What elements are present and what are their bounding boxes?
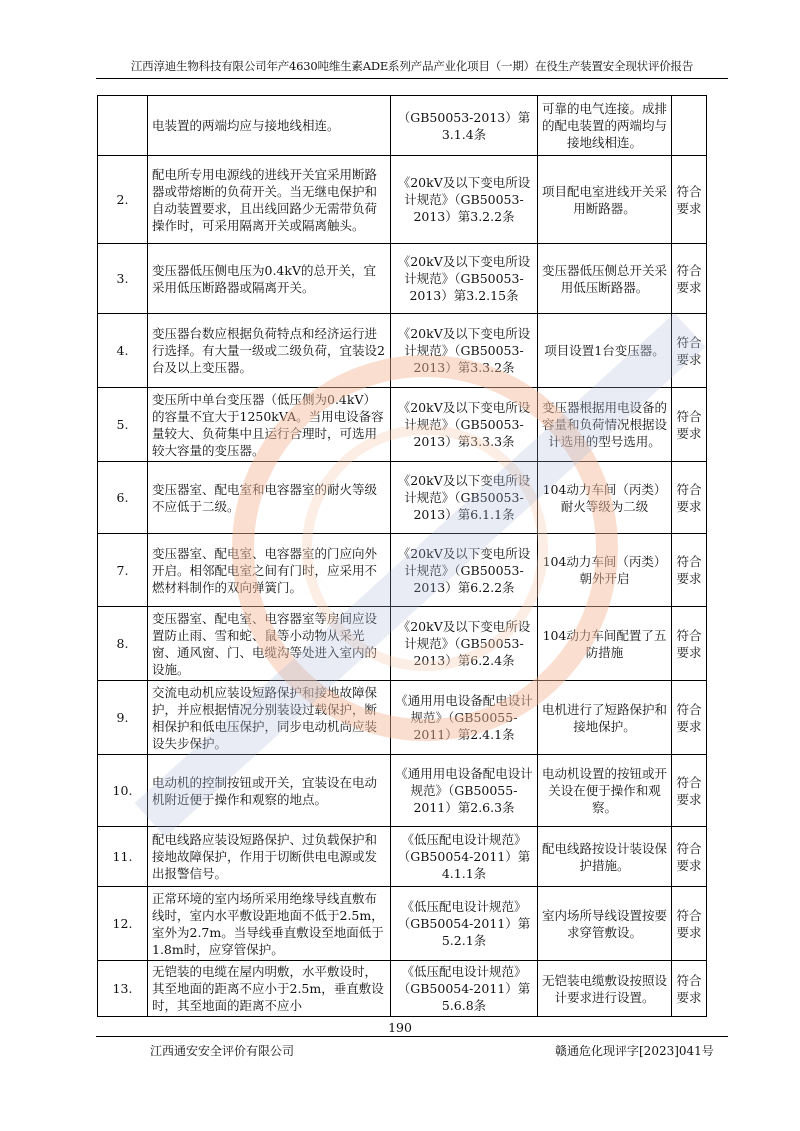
fact-cell: 电动机设置的按钮或开关设在便于操作和观察。	[538, 755, 672, 827]
fact-cell: 室内场所导线设置按要求穿管敷设。	[538, 887, 672, 961]
requirement-cell: 正常环境的室内场所采用绝缘导线直敷布线时，室内水平敷设距地面不低于2.5m，室外为2.7m。当导线垂直敷设至地面低于1.8m时，应穿管保护。	[148, 887, 391, 961]
footer-company: 江西通安安全评价有限公司	[150, 1044, 295, 1058]
fact-cell: 104动力车间（丙类）朝外开启	[538, 534, 672, 607]
table-row	[98, 244, 707, 314]
standard-cell: 《20kV及以下变电所设计规范》（GB50053-2013）第6.1.1条	[391, 462, 538, 534]
standard-cell: 《20kV及以下变电所设计规范》（GB50053-2013）第6.2.4条	[391, 607, 538, 681]
row-number: 11.	[98, 827, 148, 887]
standard-cell: 《20kV及以下变电所设计规范》（GB50053-2013）第3.2.2条	[391, 156, 538, 244]
table-row	[98, 961, 707, 1017]
standard-cell: 《通用用电设备配电设计规范》（GB50055-2011）第2.4.1条	[391, 681, 538, 755]
row-number: 9.	[98, 681, 148, 755]
footer-rule	[96, 1036, 728, 1037]
result-cell: 符合要求	[672, 755, 707, 827]
standard-cell: 《20kV及以下变电所设计规范》（GB50053-2013）第3.3.3条	[391, 388, 538, 462]
table-row	[98, 607, 707, 681]
result-cell: 符合要求	[672, 314, 707, 388]
requirement-cell: 变压器低压侧电压为0.4kV的总开关，宜采用低压断路器或隔离开关。	[148, 244, 391, 314]
standard-cell: 《20kV及以下变电所设计规范》（GB50053-2013）第6.2.2条	[391, 534, 538, 607]
row-number: 12.	[98, 887, 148, 961]
requirement-cell: 变压器台数应根据负荷特点和经济运行进行选择。有大量一级或二级负荷，宜装设2台及以上变压器。	[148, 314, 391, 388]
row-number: 4.	[98, 314, 148, 388]
fact-cell: 无铠装电缆敷设按照设计要求进行设置。	[538, 961, 672, 1017]
table-row	[98, 887, 707, 961]
fact-cell: 104动力车间配置了五防措施	[538, 607, 672, 681]
table-body	[98, 96, 707, 1017]
table-row	[98, 755, 707, 827]
requirement-cell: 配电所专用电源线的进线开关宜采用断路器或带熔断的负荷开关。当无继电保护和自动装置要求，且出线回路少无需带负荷操作时，可采用隔离开关或隔离触头。	[148, 156, 391, 244]
header-rule	[96, 78, 728, 79]
requirement-cell: 变压所中单台变压器（低压侧为0.4kV）的容量不宜大于1250kVA。当用电设备容量较大、负荷集中且运行合理时，可选用较大容量的变压器。	[148, 388, 391, 462]
requirement-cell: 配电线路应装设短路保护、过负载保护和接地故障保护，作用于切断供电电源或发出报警信号。	[148, 827, 391, 887]
requirement-cell: 交流电动机应装设短路保护和接地故障保护，并应根据情况分别装设过载保护，断相保护和低电压保护，同步电动机尚应装设失步保护。	[148, 681, 391, 755]
row-number: 8.	[98, 607, 148, 681]
result-cell	[672, 96, 707, 156]
result-cell: 符合要求	[672, 827, 707, 887]
row-number: 13.	[98, 961, 148, 1017]
result-cell: 符合要求	[672, 244, 707, 314]
row-number	[98, 96, 148, 156]
requirement-cell: 电动机的控制按钮或开关，宜装设在电动机附近便于操作和观察的地点。	[148, 755, 391, 827]
result-cell: 符合要求	[672, 681, 707, 755]
standard-cell: 《20kV及以下变电所设计规范》（GB50053-2013）第3.3.2条	[391, 314, 538, 388]
fact-cell: 变压器根据用电设备的容量和负荷情况根据设计选用的型号选用。	[538, 388, 672, 462]
result-cell: 符合要求	[672, 607, 707, 681]
table-row	[98, 156, 707, 244]
result-cell: 符合要求	[672, 462, 707, 534]
standard-cell: 《20kV及以下变电所设计规范》（GB50053-2013）第3.2.15条	[391, 244, 538, 314]
table-row	[98, 827, 707, 887]
result-cell: 符合要求	[672, 388, 707, 462]
table-row	[98, 681, 707, 755]
row-number: 7.	[98, 534, 148, 607]
result-cell: 符合要求	[672, 961, 707, 1017]
footer-report-number: 赣通危化现评字[2023]041号	[555, 1044, 714, 1058]
table-row	[98, 388, 707, 462]
requirements-table	[97, 95, 707, 1017]
table-row	[98, 462, 707, 534]
fact-cell: 项目配电室进线开关采用断路器。	[538, 156, 672, 244]
page-number: 190	[388, 1020, 412, 1035]
row-number: 2.	[98, 156, 148, 244]
fact-cell: 104动力车间（丙类）耐火等级为二级	[538, 462, 672, 534]
standard-cell: 《低压配电设计规范》（GB50054-2011）第4.1.1条	[391, 827, 538, 887]
table-row	[98, 96, 707, 156]
fact-cell: 电机进行了短路保护和接地保护。	[538, 681, 672, 755]
table-row	[98, 534, 707, 607]
row-number: 6.	[98, 462, 148, 534]
requirement-cell: 电装置的两端均应与接地线相连。	[148, 96, 391, 156]
result-cell: 符合要求	[672, 887, 707, 961]
row-number: 5.	[98, 388, 148, 462]
row-number: 3.	[98, 244, 148, 314]
standard-cell: （GB50053-2013）第3.1.4条	[391, 96, 538, 156]
table-row	[98, 314, 707, 388]
row-number: 10.	[98, 755, 148, 827]
standard-cell: 《低压配电设计规范》（GB50054-2011）第5.6.8条	[391, 961, 538, 1017]
page-header: 江西淳迪生物科技有限公司年产4630吨维生素ADE系列产品产业化项目（一期）在役生产装置安全现状评价报告	[130, 59, 694, 73]
fact-cell: 变压器低压侧总开关采用低压断路器。	[538, 244, 672, 314]
fact-cell: 项目设置1台变压器。	[538, 314, 672, 388]
requirement-cell: 无铠装的电缆在屋内明敷，水平敷设时，其至地面的距离不应小于2.5m，垂直敷设时，其至地面的距离不应小	[148, 961, 391, 1017]
requirement-cell: 变压器室、配电室和电容器室的耐火等级不应低于二级。	[148, 462, 391, 534]
standard-cell: 《低压配电设计规范》（GB50054-2011）第5.2.1条	[391, 887, 538, 961]
result-cell: 符合要求	[672, 156, 707, 244]
requirement-cell: 变压器室、配电室、电容器室的门应向外开启。相邻配电室之间有门时，应采用不燃材料制作的双向弹簧门。	[148, 534, 391, 607]
standard-cell: 《通用用电设备配电设计规范》（GB50055-2011）第2.6.3条	[391, 755, 538, 827]
fact-cell: 可靠的电气连接。成排的配电装置的两端均与接地线相连。	[538, 96, 672, 156]
requirement-cell: 变压器室、配电室、电容器室等房间应设置防止雨、雪和蛇、鼠等小动物从采光窗、通风窗、门、电缆沟等处进入室内的设施。	[148, 607, 391, 681]
fact-cell: 配电线路按设计装设保护措施。	[538, 827, 672, 887]
result-cell: 符合要求	[672, 534, 707, 607]
